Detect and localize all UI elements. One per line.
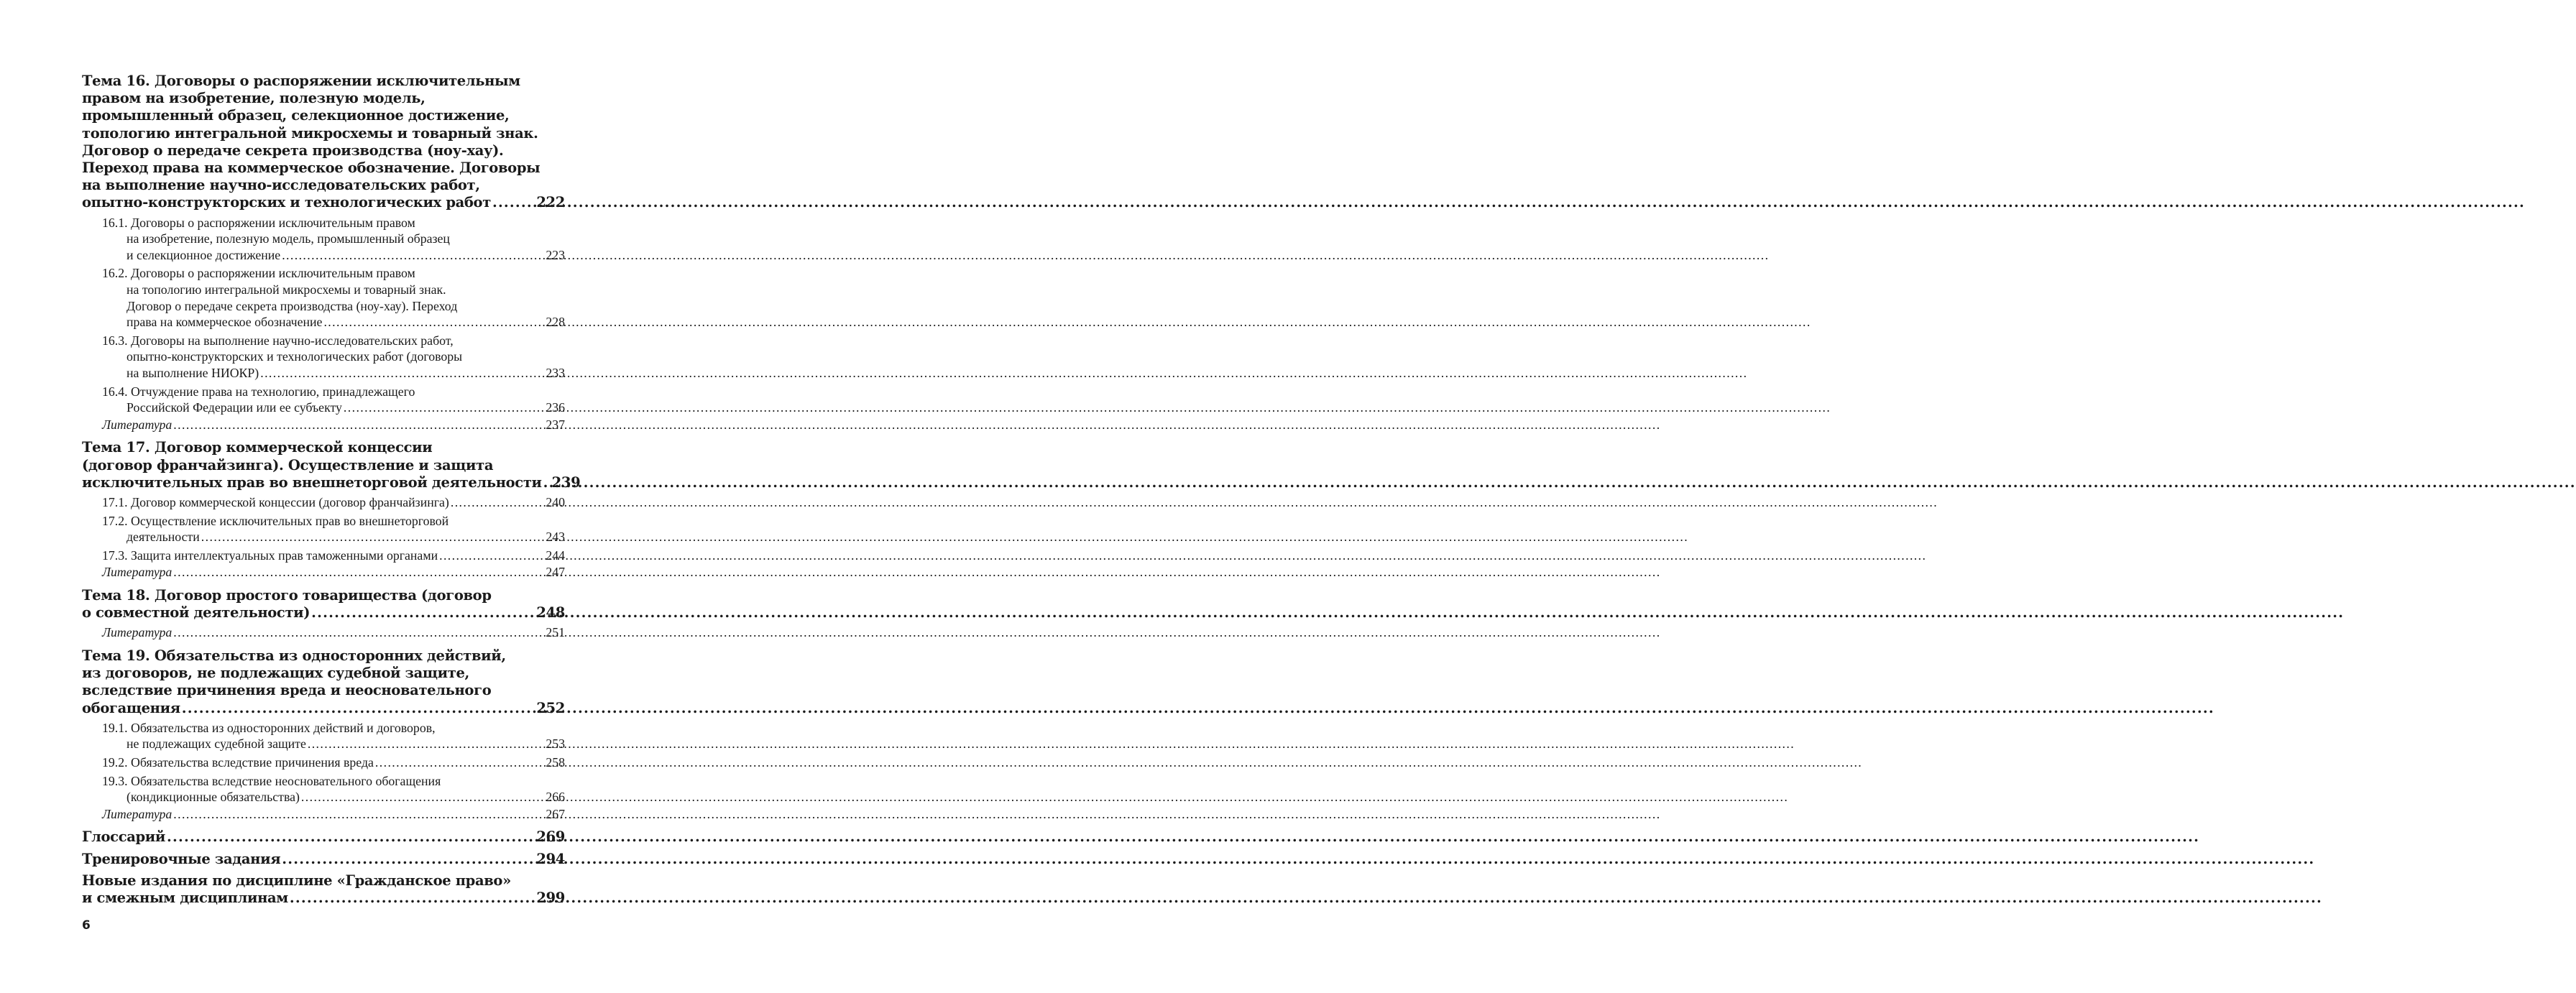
toc-literature-label: Литература (102, 806, 172, 821)
dot-leader (301, 789, 544, 805)
toc-page-number: 239 (551, 474, 581, 491)
toc-subsection-line: 16.3. Договоры на выполнение научно-исследовательских работ, (102, 333, 454, 348)
toc-subsection-line: 19.3. Обязательства вследствие неосновательного обогащения (102, 773, 441, 788)
toc-page-number: 258 (546, 754, 565, 770)
toc-subsection-last-line (102, 494, 565, 511)
toc-literature-label: Литература (102, 625, 172, 640)
page-number: 6 (82, 918, 91, 933)
toc-literature-line (102, 624, 565, 641)
toc-topic-line: Новые издания по дисциплине «Гражданское право» (82, 872, 511, 889)
dot-leader (290, 890, 535, 907)
toc-topic-line: из договоров, не подлежащих судебной защите, (82, 665, 469, 682)
toc-topic-line: Тема 17. Договор коммерческой концессии (82, 439, 433, 456)
toc-subsection-line: 16.2. Договоры о распоряжении исключительным правом (102, 266, 415, 281)
toc-topic-last-line (82, 194, 565, 211)
dot-leader (167, 828, 535, 846)
toc-subsection-line: 16.1. Договоры о распоряжении исключительным правом (102, 215, 415, 230)
dot-leader (201, 529, 545, 545)
toc-topic-last-line (82, 890, 565, 907)
toc-topic-entry[interactable] (82, 851, 565, 868)
toc-subsection-last-line (102, 365, 565, 382)
toc-subsection-title: Российской Федерации или ее субъекту (126, 400, 342, 415)
toc-subsection-entry[interactable] (82, 384, 565, 416)
toc-page-number: 236 (546, 400, 565, 415)
toc-topic-line: Договор о передаче секрета производства (ноу-хау). (82, 142, 504, 159)
toc-literature-line (102, 564, 565, 581)
dot-leader (543, 474, 551, 491)
dot-leader (323, 314, 544, 331)
toc-subsection-last-line (102, 529, 565, 545)
toc-subsection-last-line (102, 399, 565, 416)
toc-page-number: 251 (546, 625, 565, 640)
toc-subsection-last-line (102, 754, 565, 771)
toc-subsection-line: на изобретение, полезную модель, промышленный образец (126, 231, 450, 246)
toc-topic-line: Тема 16. Договоры о распоряжении исключительным (82, 73, 520, 89)
dot-leader (492, 194, 535, 211)
toc-literature-label: Литература (102, 565, 172, 580)
toc-topic-entry[interactable] (82, 647, 565, 717)
toc-literature-entry[interactable] (82, 564, 565, 581)
toc-literature-entry[interactable] (82, 624, 565, 641)
toc-topic-last-line (82, 604, 565, 622)
toc-subsection-entry[interactable] (82, 513, 565, 545)
toc-topic-entry[interactable] (82, 73, 565, 212)
toc-page-number: 240 (546, 494, 565, 509)
toc-topic-entry[interactable] (82, 439, 581, 491)
toc-topic-line: (договор франчайзинга). Осуществление и защита (82, 456, 494, 474)
toc-subsection-entry[interactable] (82, 754, 565, 771)
toc-page-number: 252 (536, 699, 565, 716)
toc-page-number: 294 (536, 850, 565, 867)
toc-topic-line: Тема 19. Обязательства из односторонних действий, (82, 647, 506, 664)
toc-subsection-title: деятельности (126, 530, 200, 545)
toc-subsection-last-line (102, 247, 565, 264)
toc-page-number: 266 (546, 790, 565, 805)
toc-subsection-entry[interactable] (82, 773, 565, 805)
toc-subsection-entry[interactable] (82, 548, 565, 564)
toc-page-number: 243 (546, 530, 565, 545)
toc-subsection-last-line (102, 314, 565, 331)
toc-section (82, 647, 565, 822)
toc-page-number: 223 (546, 247, 565, 262)
toc-page-number: 222 (536, 194, 565, 211)
dot-leader (311, 604, 535, 622)
toc-literature-line (102, 806, 565, 823)
dot-leader (451, 494, 544, 511)
toc-topic-last-line (82, 828, 565, 846)
toc-subsection-title: 17.1. Договор коммерческой концессии (договор франчайзинга) (102, 494, 449, 509)
toc-page-number: 267 (546, 806, 565, 821)
toc-subsection-title: 19.2. Обязательства вследствие причинения вреда (102, 754, 374, 770)
toc-section (82, 828, 565, 846)
toc-subsection-title: (кондикционные обязательства) (126, 790, 300, 805)
toc-topic-title: Тренировочные задания (82, 850, 281, 867)
toc-topic-title: обогащения (82, 699, 180, 716)
dot-leader (439, 548, 544, 564)
toc-topic-entry[interactable] (82, 828, 565, 846)
toc-topic-last-line (82, 851, 565, 868)
toc-topic-title: исключительных прав во внешнеторговой деятельности (82, 474, 542, 491)
toc-topic-entry[interactable] (82, 587, 565, 622)
dot-leader (344, 399, 544, 416)
toc-subsection-last-line (102, 789, 565, 805)
toc-page-number: 233 (546, 365, 565, 380)
toc-subsection-entry[interactable] (82, 333, 565, 382)
dot-leader (375, 754, 544, 771)
toc-topic-line: вследствие причинения вреда и неосновательного (82, 682, 492, 699)
toc-page-number: 269 (536, 828, 565, 846)
toc-topic-line: Переход права на коммерческое обозначение. Договоры (82, 160, 540, 177)
toc-subsection-line: 16.4. Отчуждение права на технологию, принадлежащего (102, 384, 415, 399)
dot-leader (173, 417, 544, 433)
toc-subsection-line: 19.1. Обязательства из односторонних действий и договоров, (102, 720, 436, 735)
toc-topic-line: промышленный образец, селекционное достижение, (82, 107, 510, 124)
dot-leader (182, 700, 535, 717)
toc-page-number: 237 (546, 417, 565, 432)
toc-subsection-line: на топологию интегральной микросхемы и товарный знак. (126, 282, 446, 297)
toc-subsection-title: 17.3. Защита интеллектуальных прав таможенными органами (102, 548, 438, 563)
toc-topic-line: топологию интегральной микросхемы и товарный знак. (82, 124, 538, 142)
toc-topic-last-line (82, 700, 565, 717)
toc-literature-entry[interactable] (82, 806, 565, 823)
toc-page-number: 247 (546, 565, 565, 580)
toc-subsection-title: права на коммерческое обозначение (126, 315, 323, 330)
toc-section (82, 587, 565, 641)
toc-topic-last-line (82, 474, 581, 491)
toc-topic-line: Тема 18. Договор простого товарищества (договор (82, 586, 492, 604)
toc-topic-entry[interactable] (82, 872, 565, 907)
toc-page-number: 248 (536, 604, 565, 622)
toc-subsection-title: не подлежащих судебной защите (126, 736, 306, 752)
dot-leader (282, 247, 544, 264)
toc-subsection-line: опытно-конструкторских и технологических работ (договоры (126, 349, 463, 364)
toc-page-number: 244 (546, 548, 565, 563)
dot-leader (173, 624, 544, 641)
toc-literature-entry[interactable] (82, 417, 565, 433)
toc-subsection-line: Договор о передаче секрета производства (ноу-хау). Переход (126, 298, 458, 313)
toc-subsection-entry[interactable] (82, 215, 565, 264)
dot-leader (173, 564, 544, 581)
dot-leader (173, 806, 544, 823)
dot-leader (282, 851, 535, 868)
toc-subsection-last-line (102, 548, 565, 564)
toc-subsection-title: на выполнение НИОКР) (126, 365, 259, 380)
toc-topic-title: о совместной деятельности) (82, 604, 310, 622)
toc-literature-line (102, 417, 565, 433)
toc-subsection-entry[interactable] (82, 265, 565, 330)
toc-topic-title: Глоссарий (82, 828, 166, 846)
toc-section (82, 851, 565, 868)
toc-subsection-entry[interactable] (82, 720, 565, 752)
toc-topic-line: на выполнение научно-исследовательских работ, (82, 177, 480, 194)
toc-subsection-title: и селекционное достижение (126, 247, 281, 262)
toc-topic-line: правом на изобретение, полезную модель, (82, 90, 426, 107)
toc-subsection-last-line (102, 736, 565, 752)
toc-page-number: 228 (546, 315, 565, 330)
toc-section (82, 439, 581, 581)
toc-section (82, 872, 565, 907)
toc-page-number: 299 (536, 889, 565, 906)
toc-subsection-line: 17.2. Осуществление исключительных прав во внешнеторговой (102, 513, 449, 528)
toc-subsection-entry[interactable] (82, 494, 565, 511)
toc-page-number: 253 (546, 736, 565, 752)
toc-literature-label: Литература (102, 417, 172, 432)
table-of-contents (82, 73, 581, 913)
dot-leader (260, 365, 544, 382)
toc-topic-title: и смежным дисциплинам (82, 889, 288, 906)
toc-section (82, 73, 565, 433)
dot-leader (308, 736, 544, 752)
toc-topic-title: опытно-конструкторских и технологических работ (82, 194, 491, 211)
